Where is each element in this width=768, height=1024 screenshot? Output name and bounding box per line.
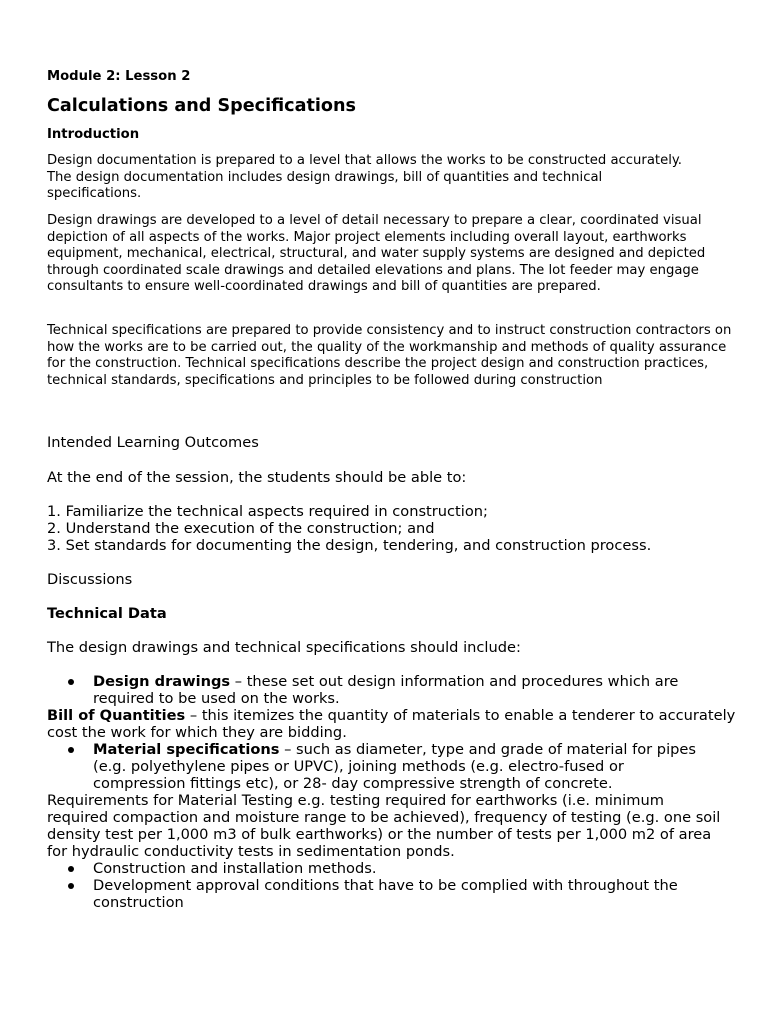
intro-paragraph-3: Technical specifications are prepared to provide consistency and to instruct construction contractors on how the works are to be carried out, the quality of the workmanship and methods of quality assurance for the construction. Technical specifications describe the project design and construction practices, technical standards, specifications and principles to be followed during construction xyxy=(47,323,732,388)
page-title: Calculations and Specifications xyxy=(47,96,356,116)
discussions-heading: Discussions xyxy=(47,571,133,588)
material-specifications-item xyxy=(93,741,718,792)
learning-outcomes-heading: Intended Learning Outcomes xyxy=(47,434,259,451)
learning-outcome-3: 3. Set standards for documenting the design, tendering, and construction process. xyxy=(47,537,652,554)
technical-data-lead: The design drawings and technical specifications should include: xyxy=(47,639,521,656)
module-lesson-label: Module 2: Lesson 2 xyxy=(47,69,191,84)
intro-paragraph-2: Design drawings are developed to a level of detail necessary to prepare a clear, coordinated visual depiction of all aspects of the works. Major project elements including overall layout, earthworks equipment, mechanical, electrical, structural, and water supply systems are designed and depicted through coordinated scale drawings and detailed elevations and plans. The lot feeder may engage consultants to ensure well-coordinated drawings and bill of quantities are prepared. xyxy=(47,213,706,295)
bill-of-quantities-text: – this itemizes the quantity of materials to enable a tenderer to accurately cost the work for which they are bidding. xyxy=(47,707,736,741)
design-drawings-label: Design drawings xyxy=(93,673,231,690)
bullet-dot xyxy=(68,883,74,889)
construction-methods-item: Construction and installation methods. xyxy=(93,860,377,877)
bullet-dot xyxy=(68,866,74,872)
bill-of-quantities-label: Bill of Quantities xyxy=(47,707,186,724)
learning-outcome-1: 1. Familiarize the technical aspects required in construction; xyxy=(47,503,488,520)
design-drawings-text: – these set out design information and procedures which are required to be used on the works. xyxy=(93,673,679,707)
material-specifications-text: – such as diameter, type and grade of material for pipes (e.g. polyethylene pipes or UPVC), joining methods (e.g. electro-fused or compression fittings etc), or 28- day compressive strength of concrete. xyxy=(93,741,696,792)
learning-outcomes-lead: At the end of the session, the students should be able to: xyxy=(47,469,467,486)
bill-of-quantities-item xyxy=(47,707,737,741)
technical-data-heading: Technical Data xyxy=(47,605,167,622)
introduction-heading: Introduction xyxy=(47,127,140,142)
intro-paragraph-1: Design documentation is prepared to a level that allows the works to be constructed accurately. The design documentation includes design drawings, bill of quantities and technical specifications. xyxy=(47,153,682,202)
development-approval-item: Development approval conditions that have to be complied with throughout the construction xyxy=(93,877,678,911)
learning-outcome-2: 2. Understand the execution of the construction; and xyxy=(47,520,435,537)
bullet-dot xyxy=(68,747,74,753)
design-drawings-item xyxy=(93,673,733,707)
material-testing-item: Requirements for Material Testing e.g. testing required for earthworks (i.e. minimum required compaction and moisture range to be achieved), frequency of testing (e.g. one soil density test per 1,000 m3 of bulk earthworks) or the number of tests per 1,000 m2 of area for hydraulic conductivity tests in sedimentation ponds. xyxy=(47,792,721,860)
bullet-dot xyxy=(68,679,74,685)
material-specifications-label: Material specifications xyxy=(93,741,280,758)
